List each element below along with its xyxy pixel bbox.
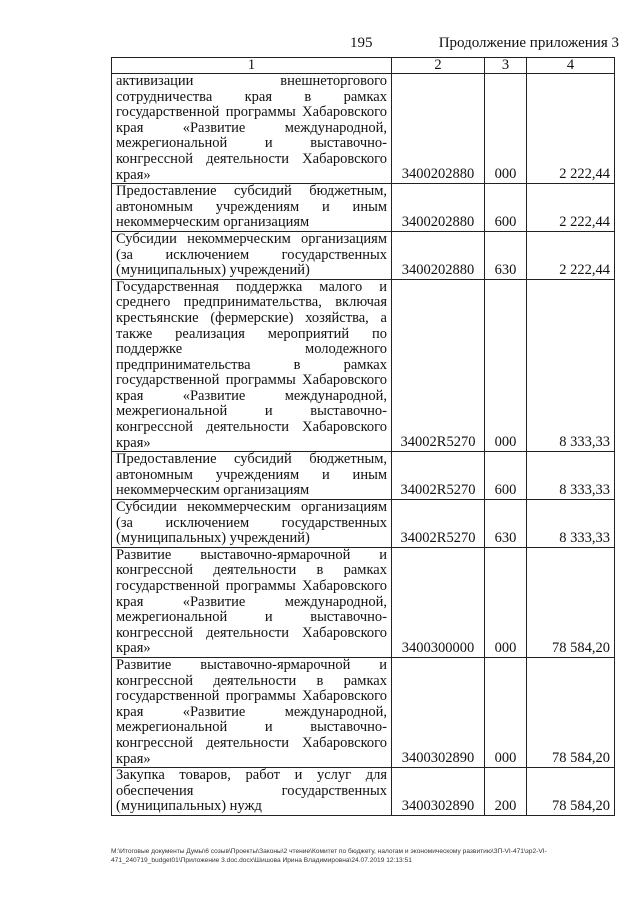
row-description: Субсидии некоммерческим организациям (за исключением государственных (муниципальных) учреждений) <box>112 500 392 548</box>
row-target-code: 3400202880 <box>392 184 485 232</box>
column-header-3: 3 <box>485 58 527 74</box>
row-expense-type: 000 <box>485 279 527 452</box>
column-header-4: 4 <box>527 58 615 74</box>
table-row <box>112 657 615 767</box>
row-amount: 2 222,44 <box>527 184 615 232</box>
table-row <box>112 768 615 816</box>
row-description: Предоставление субсидий бюджетным, автономным учреждениям и иным некоммерческим организациям <box>112 452 392 500</box>
row-description: Закупка товаров, работ и услуг для обеспечения государственных (муниципальных) нужд <box>112 768 392 816</box>
row-description: активизации внешнеторгового сотрудничества края в рамках государственной программы Хабаровского края «Развитие международной, межрегиональной и выставочно-конгрессной деятельности Хабаровского края» <box>112 74 392 184</box>
row-expense-type: 000 <box>485 657 527 767</box>
row-amount: 78 584,20 <box>527 547 615 657</box>
row-description: Государственная поддержка малого и среднего предпринимательства, включая крестьянские (фермерские) хозяйства, а также реализация мероприятий по поддержке молодежного предпринимательства в рамках государственной программы Хабаровского края «Развитие международной, межрегиональной и выставочно-конгрессной деятельности Хабаровского края» <box>112 279 392 452</box>
row-target-code: 34002R5270 <box>392 279 485 452</box>
row-expense-type: 630 <box>485 231 527 279</box>
table-row <box>112 74 615 184</box>
row-amount: 8 333,33 <box>527 279 615 452</box>
row-amount: 78 584,20 <box>527 657 615 767</box>
page-number: 195 <box>350 35 373 51</box>
row-amount: 78 584,20 <box>527 768 615 816</box>
document-path-footer: М:\Итоговые документы Думы\6 созыв\Проекты\Законы\2 чтение\Комитет по бюджету, налогам и экономическому развитию\ЗП-VI-471\зр2-VI-471_240719_budget01\Приложение 3.doc.docx\Шишова Ирина Владимировна\24.07.2019 12:13:51 <box>111 848 547 864</box>
row-target-code: 34002R5270 <box>392 452 485 500</box>
row-target-code: 3400202880 <box>392 74 485 184</box>
row-target-code: 3400202880 <box>392 231 485 279</box>
row-expense-type: 000 <box>485 547 527 657</box>
row-target-code: 3400300000 <box>392 547 485 657</box>
row-amount: 8 333,33 <box>527 452 615 500</box>
row-expense-type: 200 <box>485 768 527 816</box>
row-target-code: 34002R5270 <box>392 500 485 548</box>
row-amount: 8 333,33 <box>527 500 615 548</box>
row-expense-type: 630 <box>485 500 527 548</box>
row-amount: 2 222,44 <box>527 231 615 279</box>
row-expense-type: 600 <box>485 452 527 500</box>
table-row <box>112 231 615 279</box>
row-expense-type: 000 <box>485 74 527 184</box>
column-header-2: 2 <box>392 58 485 74</box>
row-description: Предоставление субсидий бюджетным, автономным учреждениям и иным некоммерческим организациям <box>112 184 392 232</box>
column-header-1: 1 <box>112 58 392 74</box>
row-amount: 2 222,44 <box>527 74 615 184</box>
row-target-code: 3400302890 <box>392 768 485 816</box>
table-row <box>112 500 615 548</box>
table-row <box>112 452 615 500</box>
continuation-label: Продолжение приложения 3 <box>438 35 619 51</box>
table-header-row <box>112 58 615 74</box>
row-description: Развитие выставочно-ярмарочной и конгрессной деятельности в рамках государственной программы Хабаровского края «Развитие международной, межрегиональной и выставочно-конгрессной деятельности Хабаровского края» <box>112 657 392 767</box>
row-target-code: 3400302890 <box>392 657 485 767</box>
table-row <box>112 547 615 657</box>
row-description: Развитие выставочно-ярмарочной и конгрессной деятельности в рамках государственной программы Хабаровского края «Развитие международной, межрегиональной и выставочно-конгрессной деятельности Хабаровского края» <box>112 547 392 657</box>
row-expense-type: 600 <box>485 184 527 232</box>
table-row <box>112 184 615 232</box>
row-description: Субсидии некоммерческим организациям (за исключением государственных (муниципальных) учреждений) <box>112 231 392 279</box>
budget-table <box>111 57 615 816</box>
table-row <box>112 279 615 452</box>
